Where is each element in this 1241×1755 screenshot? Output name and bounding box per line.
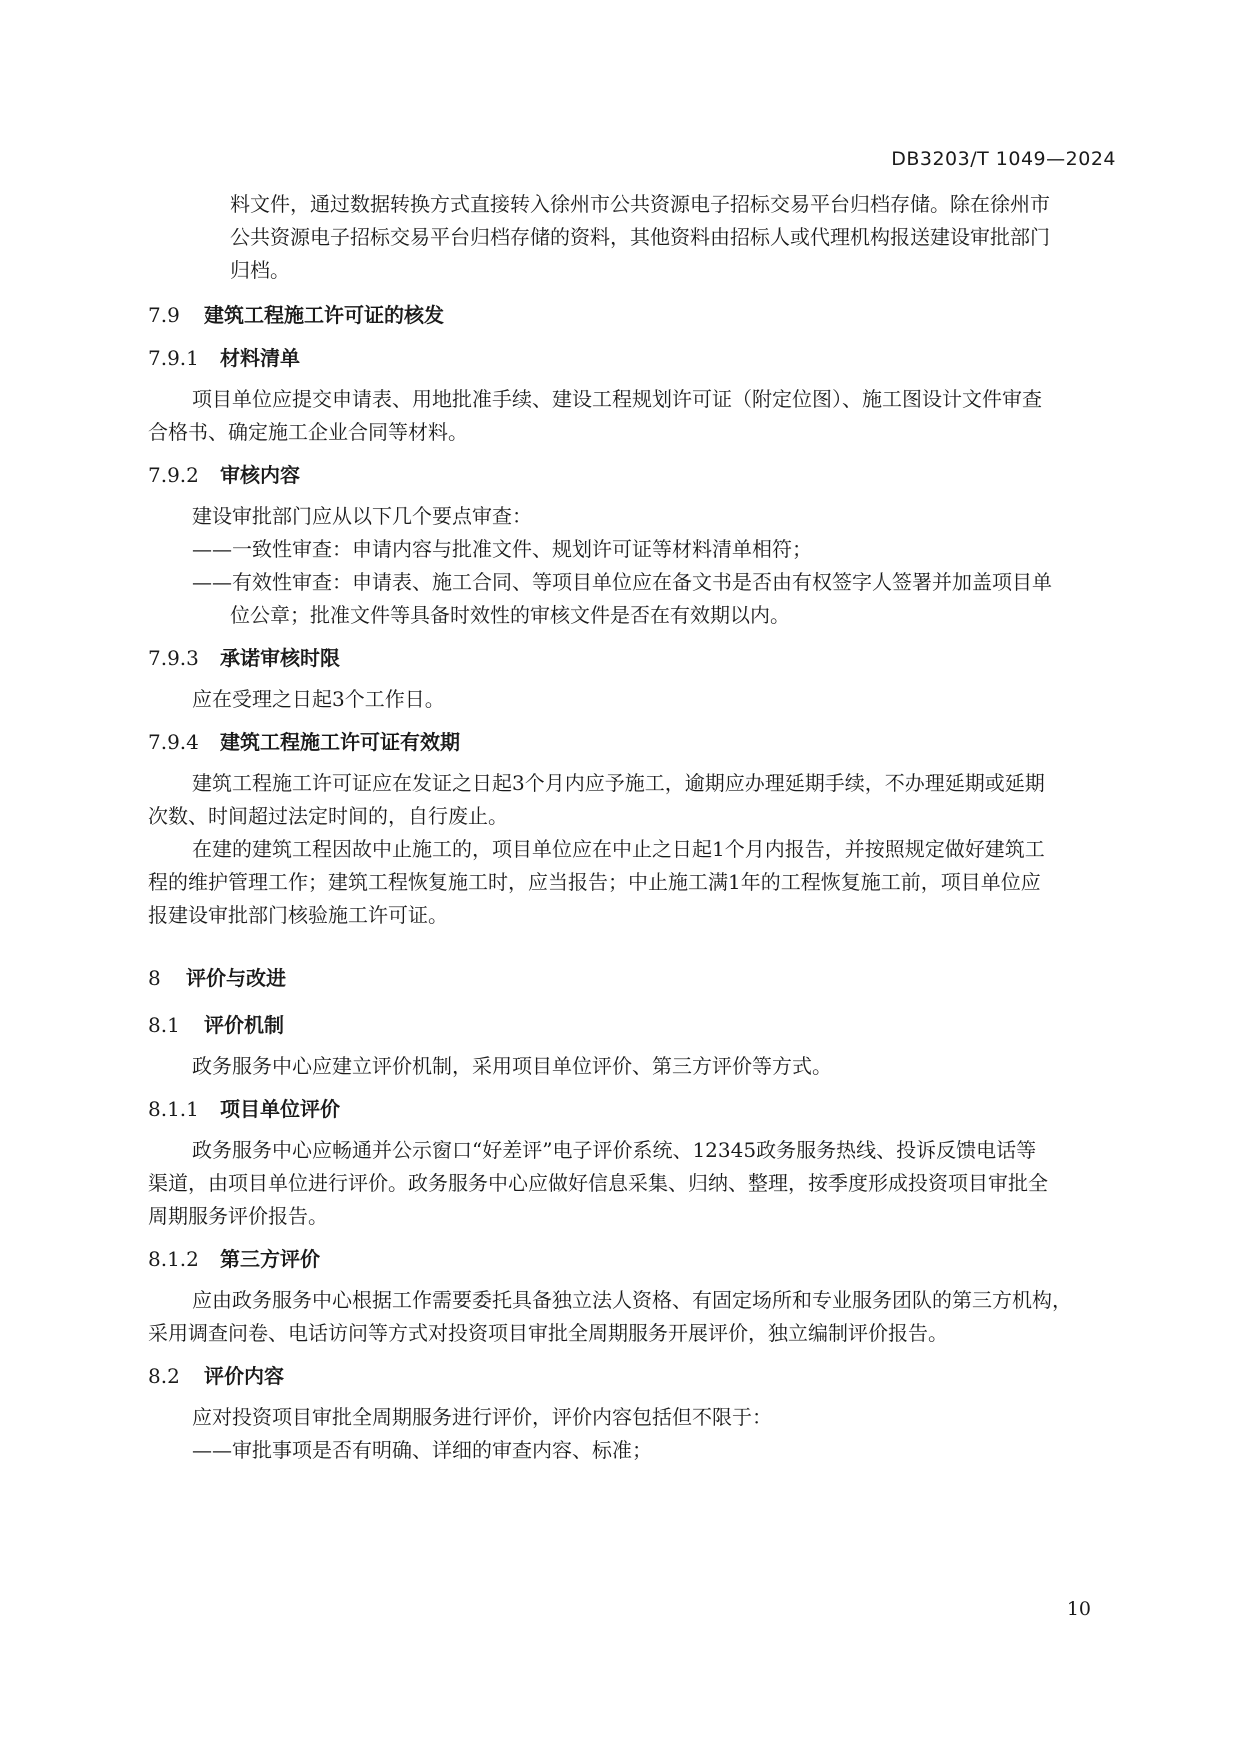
section-8-1-2-heading bbox=[148, 1243, 1118, 1276]
section-8-1-1-heading bbox=[148, 1093, 1118, 1126]
lead-paragraph bbox=[148, 188, 1118, 287]
section-number: 8.1.2 bbox=[148, 1247, 199, 1271]
section-title: 建筑工程施工许可证有效期 bbox=[220, 730, 460, 754]
body-line: 应由政务服务中心根据工作需要委托具备独立法人资格、有固定场所和专业服务团队的第三方机构， bbox=[192, 1288, 1072, 1312]
body-line: 政务服务中心应建立评价机制，采用项目单位评价、第三方评价等方式。 bbox=[192, 1054, 832, 1078]
section-8-2-heading bbox=[148, 1360, 1118, 1393]
body-line: 应在受理之日起3个工作日。 bbox=[192, 687, 445, 711]
body-line: 采用调查问卷、电话访问等方式对投资项目审批全周期服务开展评价，独立编制评价报告。 bbox=[148, 1321, 948, 1345]
document-code: DB3203/T 1049—2024 bbox=[891, 148, 1116, 170]
list-item: ——有效性审查：申请表、施工合同、等项目单位应在备文书是否由有权签字人签署并加盖项目单 bbox=[192, 570, 1052, 594]
section-title: 材料清单 bbox=[220, 346, 300, 370]
section-number: 7.9.3 bbox=[148, 646, 199, 670]
body-line: 应对投资项目审批全周期服务进行评价，评价内容包括但不限于： bbox=[192, 1405, 772, 1429]
list-item-continuation: 位公章；批准文件等具备时效性的审核文件是否在有效期以内。 bbox=[230, 603, 790, 627]
section-number: 8.1 bbox=[148, 1013, 180, 1037]
section-7-9-4-heading bbox=[148, 726, 1118, 759]
section-7-9-2-heading bbox=[148, 459, 1118, 492]
section-7-9-3-heading bbox=[148, 642, 1118, 675]
section-7-9-1-heading bbox=[148, 342, 1118, 375]
body-line: 建筑工程施工许可证应在发证之日起3个月内应予施工，逾期应办理延期手续，不办理延期或延期 bbox=[192, 771, 1045, 795]
body-line: 项目单位应提交申请表、用地批准手续、建设工程规划许可证（附定位图）、施工图设计文件审查 bbox=[192, 387, 1042, 411]
lead-line: 料文件，通过数据转换方式直接转入徐州市公共资源电子招标交易平台归档存储。除在徐州市 bbox=[230, 192, 1050, 216]
page-number: 10 bbox=[1066, 1598, 1091, 1620]
page-content bbox=[148, 188, 1118, 1467]
body-line: 在建的建筑工程因故中止施工的，项目单位应在中止之日起1个月内报告，并按照规定做好建筑工 bbox=[192, 837, 1045, 861]
lead-line: 公共资源电子招标交易平台归档存储的资料，其他资料由招标人或代理机构报送建设审批部门 bbox=[230, 225, 1050, 249]
section-title: 评价机制 bbox=[204, 1013, 284, 1037]
body-line: 程的维护管理工作；建筑工程恢复施工时，应当报告；中止施工满1年的工程恢复施工前，项目单位应 bbox=[148, 870, 1041, 894]
body-line: 次数、时间超过法定时间的，自行废止。 bbox=[148, 804, 508, 828]
body-line: 周期服务评价报告。 bbox=[148, 1204, 328, 1228]
body-line: 合格书、确定施工企业合同等材料。 bbox=[148, 420, 468, 444]
section-title: 评价内容 bbox=[204, 1364, 284, 1388]
section-7-9-2-body bbox=[148, 500, 1118, 632]
section-7-9-heading bbox=[148, 299, 1118, 332]
section-title: 项目单位评价 bbox=[220, 1097, 340, 1121]
section-number: 7.9.4 bbox=[148, 730, 199, 754]
section-number: 8.2 bbox=[148, 1364, 180, 1388]
section-8-1-heading bbox=[148, 1009, 1118, 1042]
section-number: 8 bbox=[148, 966, 161, 990]
section-number: 7.9 bbox=[148, 303, 180, 327]
section-number: 7.9.1 bbox=[148, 346, 199, 370]
section-number: 8.1.1 bbox=[148, 1097, 199, 1121]
body-line: 报建设审批部门核验施工许可证。 bbox=[148, 903, 448, 927]
section-title: 承诺审核时限 bbox=[220, 646, 340, 670]
body-line: 渠道，由项目单位进行评价。政务服务中心应做好信息采集、归纳、整理，按季度形成投资项目审批全 bbox=[148, 1171, 1048, 1195]
section-title: 评价与改进 bbox=[186, 966, 286, 990]
body-line: 政务服务中心应畅通并公示窗口“好差评”电子评价系统、12345政务服务热线、投诉反馈电话等 bbox=[192, 1138, 1037, 1162]
list-item: ——审批事项是否有明确、详细的审查内容、标准； bbox=[192, 1438, 652, 1462]
section-7-9-1-body bbox=[148, 383, 1118, 416]
list-item: ——一致性审查：申请内容与批准文件、规划许可证等材料清单相符； bbox=[192, 537, 812, 561]
lead-line: 归档。 bbox=[230, 258, 290, 282]
section-8-heading bbox=[148, 962, 1118, 995]
section-number: 7.9.2 bbox=[148, 463, 199, 487]
body-line: 建设审批部门应从以下几个要点审查： bbox=[192, 504, 532, 528]
section-title: 审核内容 bbox=[220, 463, 300, 487]
section-title: 第三方评价 bbox=[220, 1247, 320, 1271]
section-title: 建筑工程施工许可证的核发 bbox=[204, 303, 444, 327]
